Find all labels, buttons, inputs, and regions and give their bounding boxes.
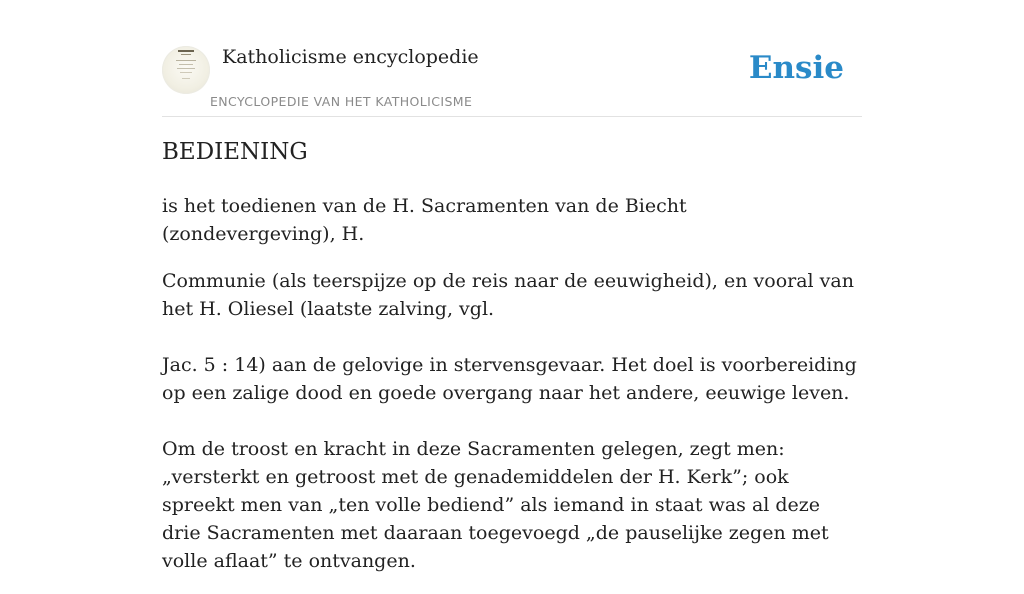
entry-paragraph: Communie (als teerspijze op de reis naar de eeuwigheid), en vooral van het H. Oliesel (laatste zalving, vgl. (162, 270, 854, 320)
site-subtitle: ENCYCLOPEDIE VAN HET KATHOLICISME (210, 94, 473, 109)
ensie-brand-link[interactable]: Ensie (748, 50, 844, 86)
book-cover-icon (162, 46, 210, 94)
site-title[interactable]: Katholicisme encyclopedie (222, 46, 479, 68)
site-header (162, 44, 862, 117)
entry-body (162, 192, 862, 594)
entry-paragraph: Om de troost en kracht in deze Sacramenten gelegen, zegt men: „versterkt en getroost met de genademiddelen der H. Kerk”; ook spreekt men van „ten volle bediend” als iemand in staat was al deze drie Sacramenten met daaraan toegevoegd „de pauselijke zegen met volle aflaat” te ontvangen. (162, 438, 829, 572)
entry-title: BEDIENING (162, 139, 308, 165)
entry-paragraph: is het toedienen van de H. Sacramenten van de Biecht (zondevergeving), H. (162, 195, 687, 245)
entry-paragraph: Jac. 5 : 14) aan de gelovige in stervensgevaar. Het doel is voorbereiding op een zalige dood en goede overgang naar het andere, eeuwige leven. (162, 354, 857, 404)
encyclopedia-logo-icon[interactable] (162, 46, 210, 94)
